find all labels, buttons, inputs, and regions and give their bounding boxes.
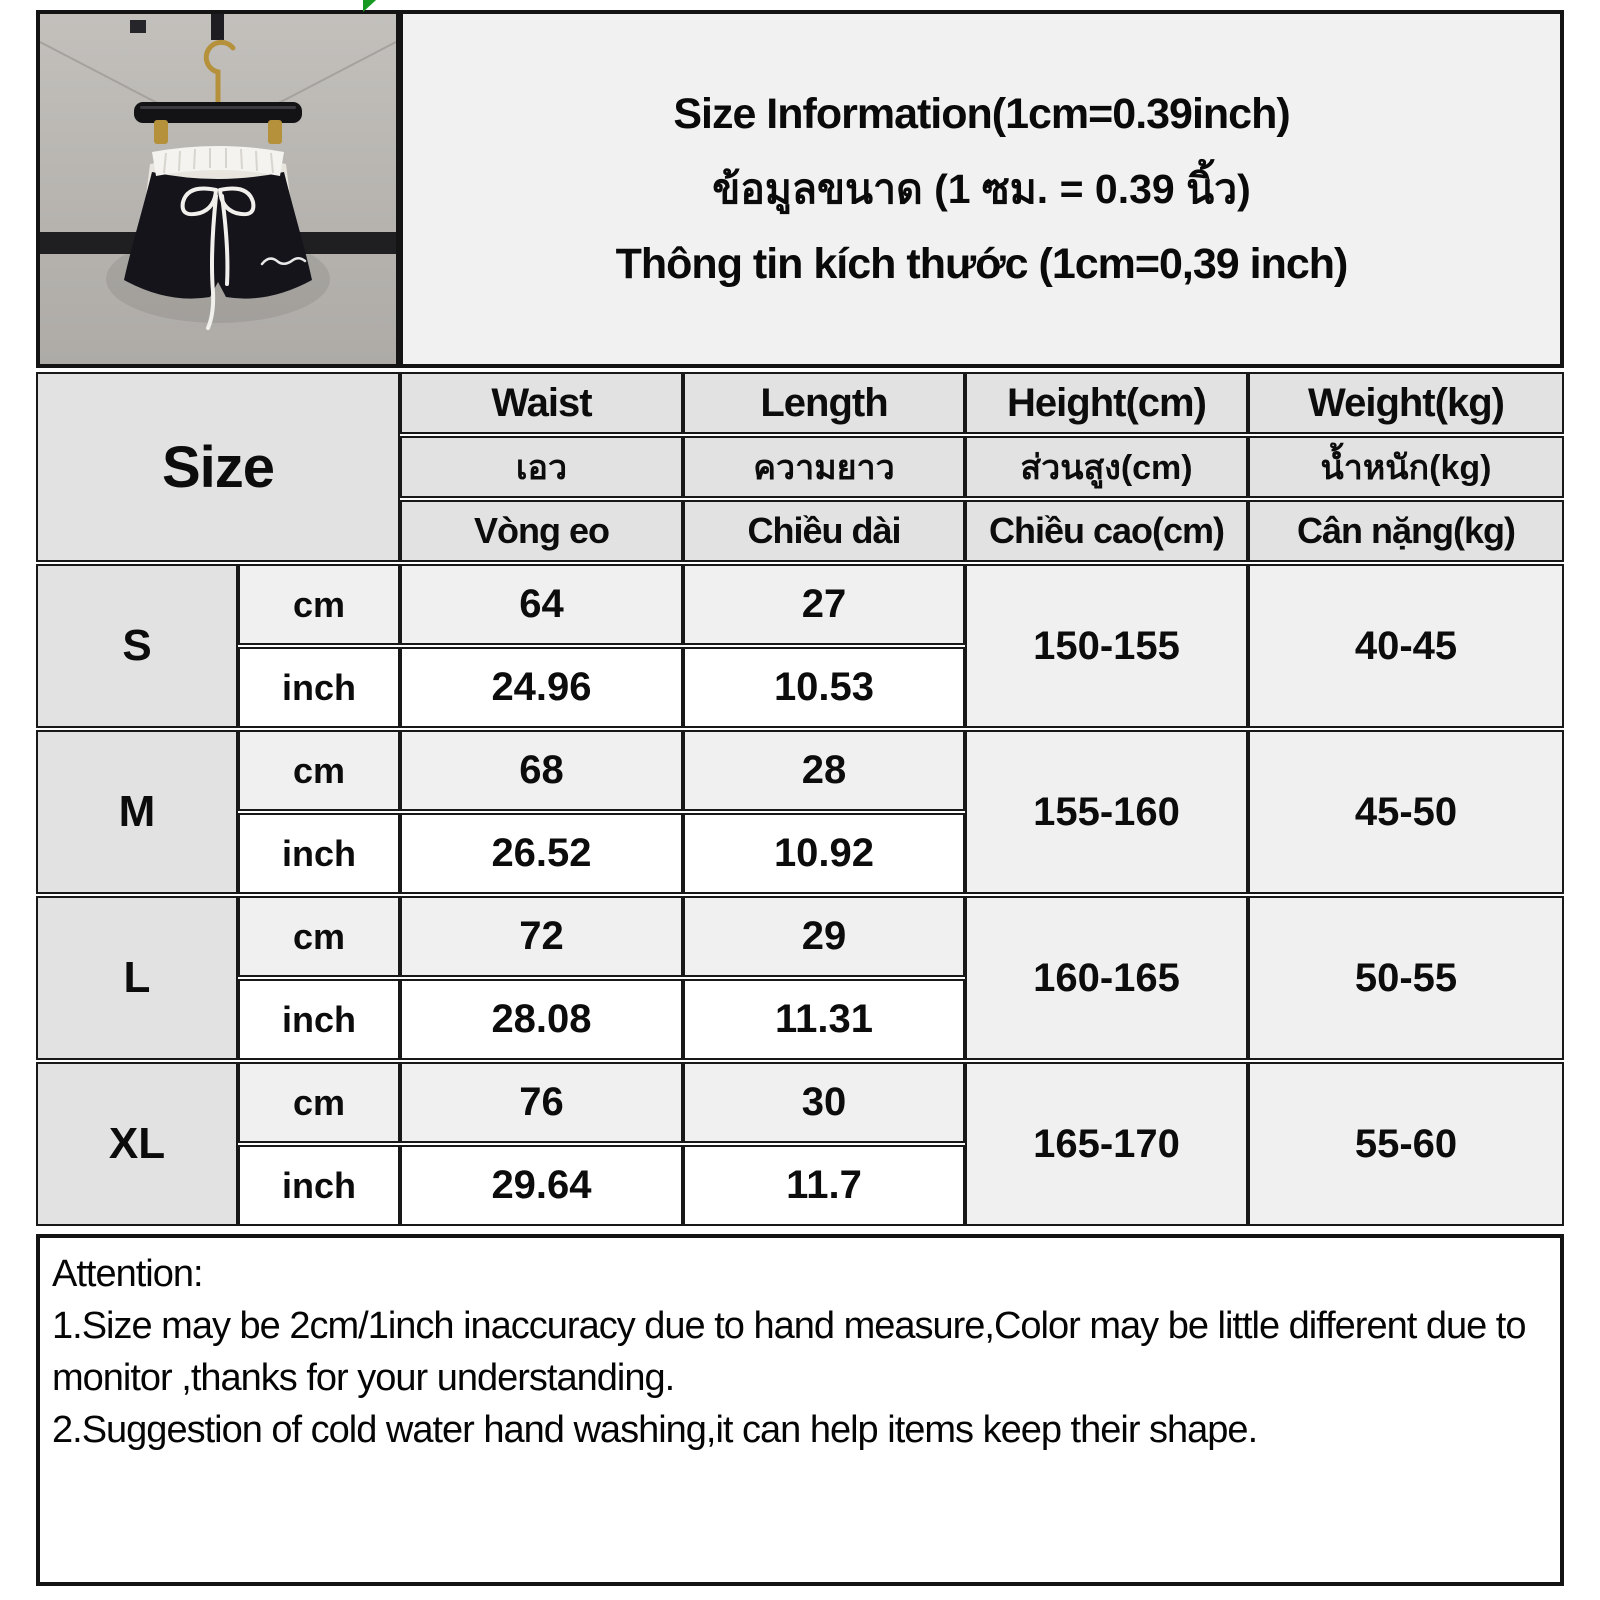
col-header-weight-vi: Cân nặng(kg): [1248, 500, 1564, 562]
xl-waist-cm: 76: [400, 1062, 683, 1143]
attention-note-2: 2.Suggestion of cold water hand washing,it can help items keep their shape.: [52, 1409, 1258, 1451]
m-weight-range: 45-50: [1248, 730, 1564, 894]
m-waist-cm: 68: [400, 730, 683, 811]
hanger-bar-highlight: [140, 106, 296, 109]
col-header-length-th: ความยาว: [683, 436, 965, 498]
attention-box: [36, 1234, 1564, 1586]
unit-label-cm: cm: [238, 564, 400, 645]
l-height-range: 160-165: [965, 896, 1248, 1060]
hanger-clip-right: [268, 120, 282, 144]
unit-label-inch: inch: [238, 979, 400, 1060]
s-waist-inch: 24.96: [400, 647, 683, 728]
col-header-height-en: Height(cm): [965, 372, 1248, 434]
l-waist-cm: 72: [400, 896, 683, 977]
s-height-range: 150-155: [965, 564, 1248, 728]
unit-label-cm: cm: [238, 730, 400, 811]
title-thai: ข้อมูลขนาด (1 ซม. = 0.39 นิ้ว): [712, 165, 1251, 212]
l-weight-range: 50-55: [1248, 896, 1564, 1060]
m-height-range: 155-160: [965, 730, 1248, 894]
size-label-m: M: [36, 730, 238, 894]
unit-label-inch: inch: [238, 647, 400, 728]
size-label-xl: XL: [36, 1062, 238, 1226]
xl-waist-inch: 29.64: [400, 1145, 683, 1226]
l-waist-inch: 28.08: [400, 979, 683, 1060]
product-photo: [36, 10, 400, 368]
col-header-height-th: ส่วนสูง(cm): [965, 436, 1248, 498]
s-length-cm: 27: [683, 564, 965, 645]
hanger-bar: [134, 102, 302, 123]
size-info-header: [399, 10, 1564, 368]
unit-label-inch: inch: [238, 813, 400, 894]
col-header-waist-en: Waist: [400, 372, 683, 434]
unit-label-cm: cm: [238, 1062, 400, 1143]
l-length-inch: 11.31: [683, 979, 965, 1060]
col-header-weight-th: น้ำหนัก(kg): [1248, 436, 1564, 498]
xl-length-cm: 30: [683, 1062, 965, 1143]
m-length-inch: 10.92: [683, 813, 965, 894]
size-table: [36, 370, 1564, 1228]
col-header-length-en: Length: [683, 372, 965, 434]
xl-height-range: 165-170: [965, 1062, 1248, 1226]
col-header-height-vi: Chiều cao(cm): [965, 500, 1248, 562]
col-header-waist-vi: Vòng eo: [400, 500, 683, 562]
size-corner-header: Size: [36, 372, 400, 562]
ceiling-mount-left: [130, 20, 146, 33]
top-section: [36, 10, 1564, 368]
green-corner-marker: [363, 0, 387, 12]
unit-label-inch: inch: [238, 1145, 400, 1226]
size-label-s: S: [36, 564, 238, 728]
m-waist-inch: 26.52: [400, 813, 683, 894]
l-length-cm: 29: [683, 896, 965, 977]
title-vietnamese: Thông tin kích thước (1cm=0,39 inch): [615, 239, 1348, 288]
product-photo-illustration: [40, 14, 396, 364]
unit-label-cm: cm: [238, 896, 400, 977]
s-length-inch: 10.53: [683, 647, 965, 728]
m-length-cm: 28: [683, 730, 965, 811]
col-header-length-vi: Chiều dài: [683, 500, 965, 562]
xl-length-inch: 11.7: [683, 1145, 965, 1226]
shorts-body: [124, 172, 312, 299]
attention-title: Attention:: [52, 1253, 203, 1295]
attention-note-1: 1.Size may be 2cm/1inch inaccuracy due to hand measure,Color may be little different due to monitor ,thanks for your understanding.: [52, 1305, 1526, 1399]
xl-weight-range: 55-60: [1248, 1062, 1564, 1226]
col-header-weight-en: Weight(kg): [1248, 372, 1564, 434]
ceiling-mount-center: [211, 14, 224, 40]
size-label-l: L: [36, 896, 238, 1060]
title-english: Size Information(1cm=0.39inch): [673, 89, 1290, 138]
col-header-waist-th: เอว: [400, 436, 683, 498]
hanger-clip-left: [154, 120, 168, 144]
s-weight-range: 40-45: [1248, 564, 1564, 728]
s-waist-cm: 64: [400, 564, 683, 645]
